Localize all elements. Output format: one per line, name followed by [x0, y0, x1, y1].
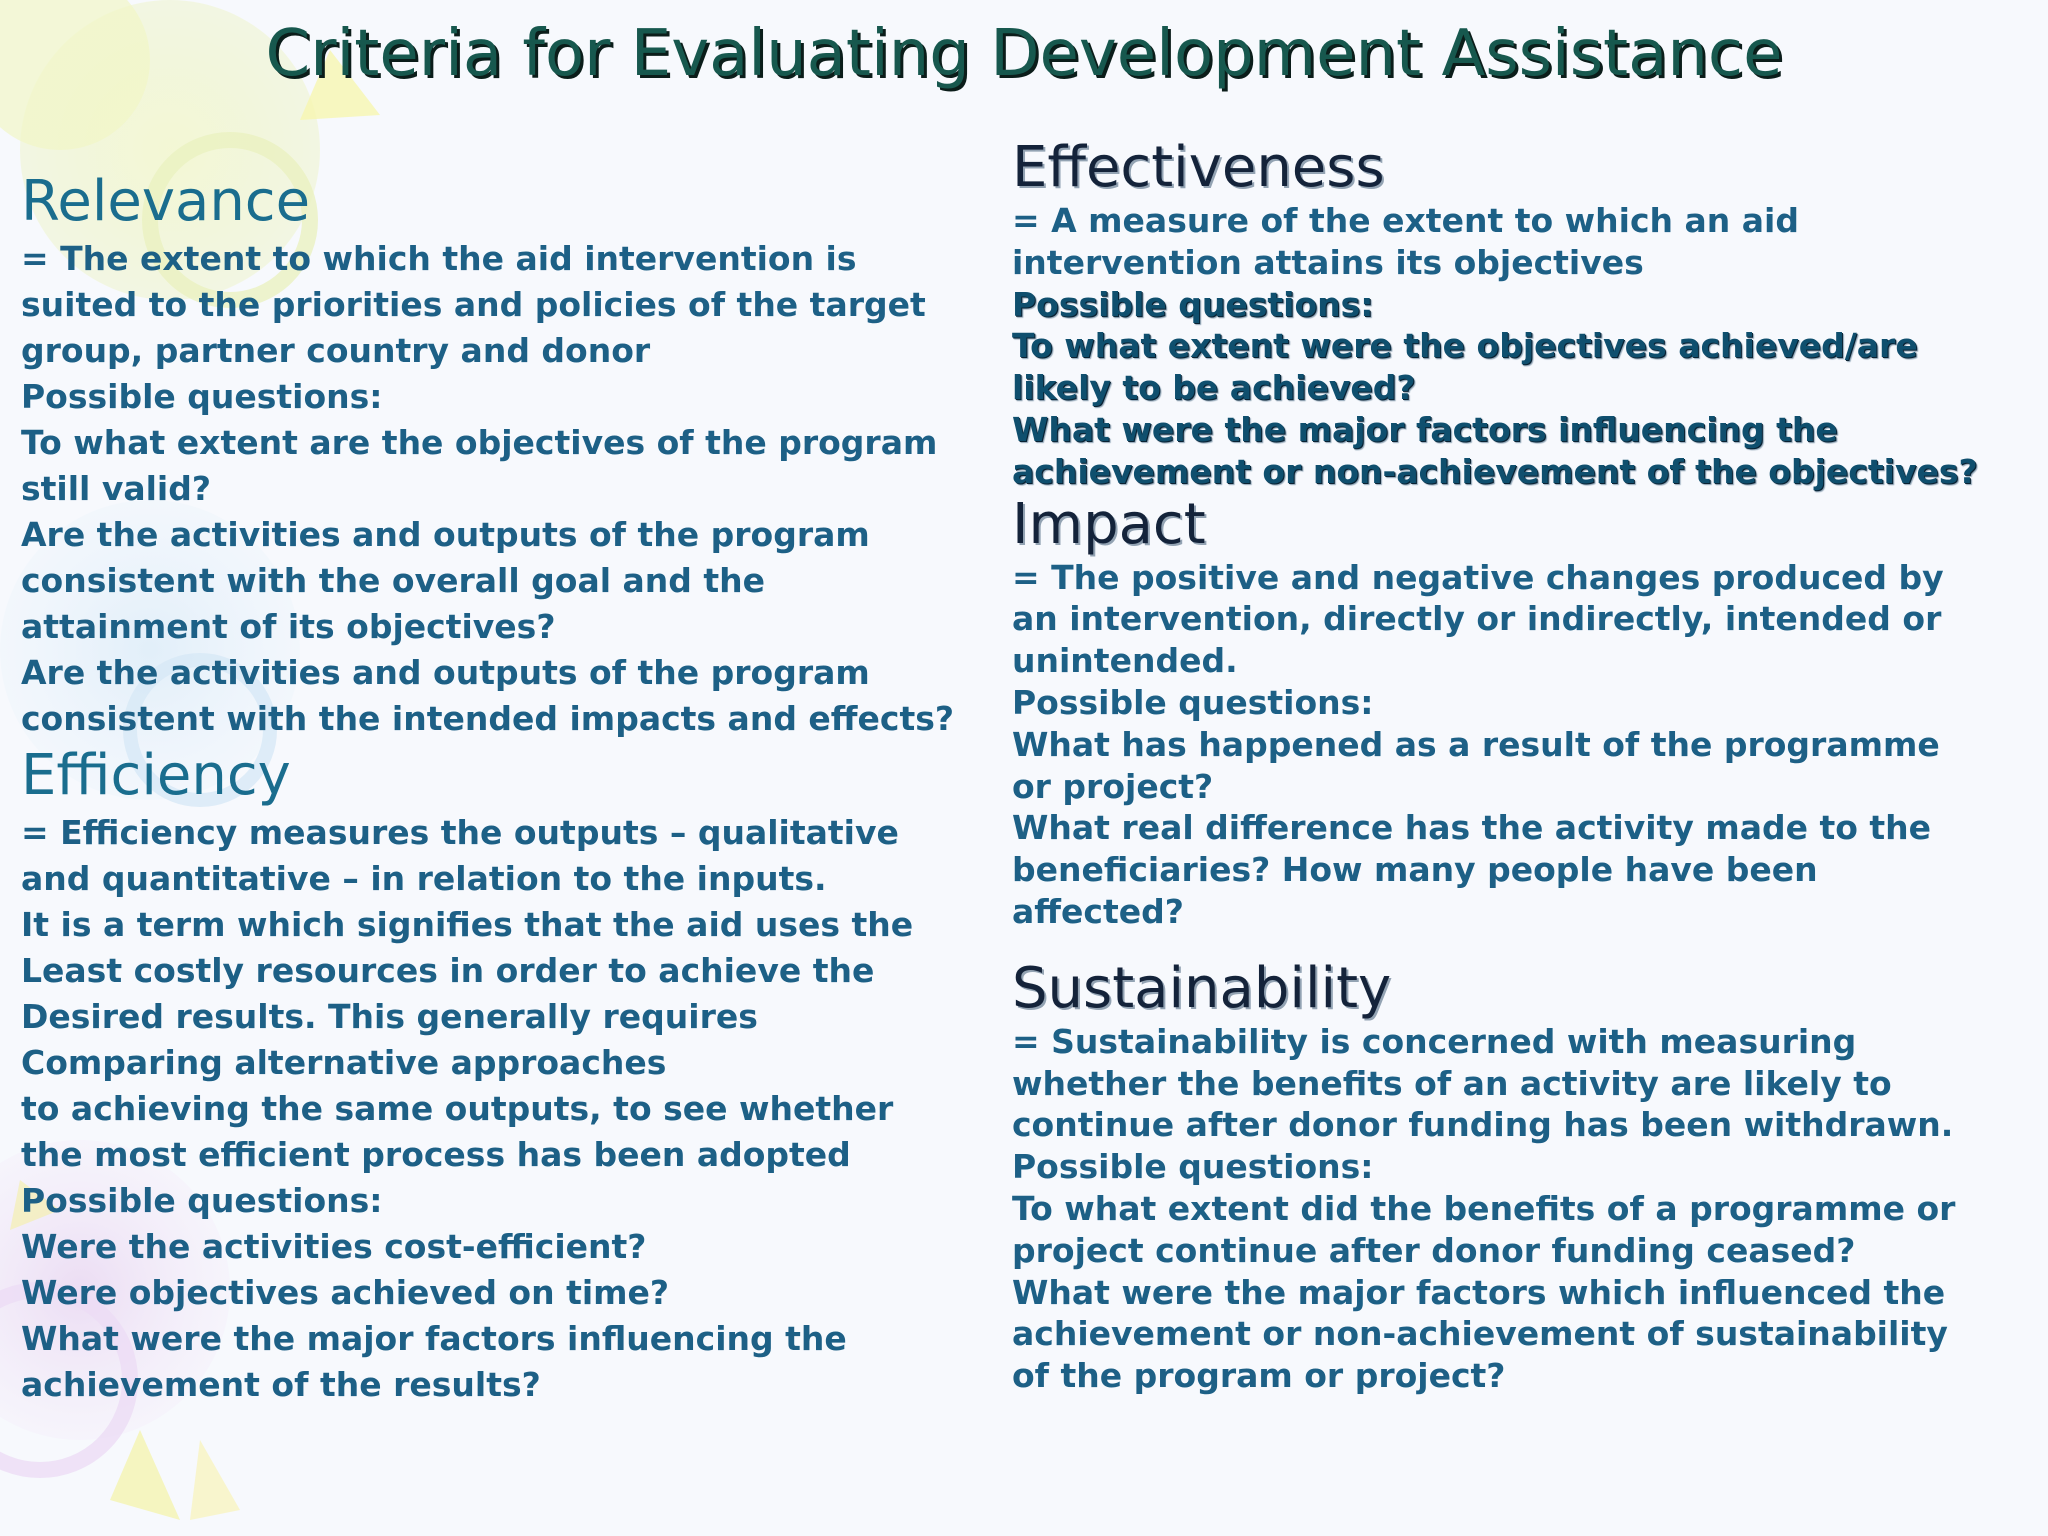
impact-line: What has happened as a result of the programme: [1012, 724, 1940, 764]
effectiveness-line: = A measure of the extent to which an aid: [1012, 201, 1799, 240]
sustainability-line: To what extent did the benefits of a programme or: [1012, 1188, 1956, 1228]
efficiency-line: Comparing alternative approaches: [21, 1043, 667, 1082]
relevance-body: [21, 236, 1011, 742]
effectiveness-line: Possible questions:: [1012, 284, 1374, 324]
effectiveness-heading: Effectiveness: [1012, 135, 1385, 200]
effectiveness-line: What were the major factors influencing the: [1012, 409, 1838, 449]
effectiveness-body: [1012, 200, 2032, 493]
relevance-line: group, partner country and donor: [21, 331, 651, 370]
impact-line: beneficiaries? How many people have been: [1012, 850, 1818, 890]
sustainability-line: achievement or non-achievement of sustainability: [1012, 1314, 1948, 1354]
efficiency-line: Possible questions:: [21, 1181, 383, 1220]
sustainability-body: [1012, 1021, 2032, 1397]
sustainability-heading: Sustainability: [1012, 955, 1392, 1021]
efficiency-line: Were the activities cost-efficient?: [21, 1227, 647, 1266]
sustainability-line: whether the benefits of an activity are likely to: [1012, 1063, 1892, 1103]
relevance-line: consistent with the overall goal and the: [21, 561, 766, 600]
impact-line: What real difference has the activity made to the: [1012, 808, 1932, 848]
relevance-line: = The extent to which the aid intervention is: [21, 239, 857, 278]
sustainability-line: project continue after donor funding ceased?: [1012, 1230, 1856, 1270]
efficiency-line: achievement of the results?: [21, 1365, 541, 1404]
sustainability-line: continue after donor funding has been withdrawn.: [1012, 1105, 1954, 1145]
impact-line: = The positive and negative changes produced by: [1012, 557, 1944, 597]
impact-body: [1012, 557, 2032, 933]
impact-line: unintended.: [1012, 641, 1238, 681]
relevance-line: consistent with the intended impacts and effects?: [21, 699, 955, 738]
relevance-line: suited to the priorities and policies of the target: [21, 285, 926, 324]
efficiency-body: [21, 810, 1011, 1408]
relevance-line: To what extent are the objectives of the program: [21, 423, 938, 462]
relevance-line: Are the activities and outputs of the program: [21, 515, 870, 554]
sustainability-line: Possible questions:: [1012, 1147, 1374, 1187]
efficiency-line: It is a term which signifies that the aid uses the: [21, 905, 914, 944]
relevance-heading: Relevance: [21, 169, 311, 234]
impact-line: an intervention, directly or indirectly, intended or: [1012, 599, 1942, 639]
impact-line: Possible questions:: [1012, 682, 1374, 722]
efficiency-line: What were the major factors influencing the: [21, 1319, 847, 1358]
relevance-line: attainment of its objectives?: [21, 607, 556, 646]
slide-title: Criteria for Evaluating Development Assistance: [265, 17, 1783, 91]
efficiency-line: and quantitative – in relation to the inputs.: [21, 859, 827, 898]
left-column: [21, 168, 1011, 1408]
efficiency-line: Were objectives achieved on time?: [21, 1273, 670, 1312]
sustainability-line: of the program or project?: [1012, 1356, 1506, 1396]
impact-line: or project?: [1012, 766, 1214, 806]
efficiency-line: Desired results. This generally requires: [21, 997, 758, 1036]
efficiency-line: the most efficient process has been adopted: [21, 1135, 851, 1174]
relevance-line: still valid?: [21, 469, 212, 508]
section-spacer: [1012, 933, 2032, 957]
impact-heading: Impact: [1012, 491, 1206, 557]
effectiveness-line: To what extent were the objectives achieved/are: [1012, 326, 1918, 366]
sustainability-line: What were the major factors which influenced the: [1012, 1272, 1946, 1312]
effectiveness-line: achievement or non-achievement of the objectives?: [1012, 451, 1978, 491]
efficiency-line: to achieving the same outputs, to see whether: [21, 1089, 894, 1128]
relevance-line: Are the activities and outputs of the program: [21, 653, 870, 692]
right-column: [1012, 136, 2032, 1397]
relevance-line: Possible questions:: [21, 377, 383, 416]
sustainability-line: = Sustainability is concerned with measuring: [1012, 1021, 1857, 1061]
effectiveness-line: likely to be achieved?: [1012, 368, 1416, 408]
effectiveness-line: intervention attains its objectives: [1012, 242, 1644, 282]
impact-line: affected?: [1012, 891, 1184, 931]
efficiency-heading: Efficiency: [21, 743, 291, 808]
efficiency-line: = Efficiency measures the outputs – qualitative: [21, 813, 899, 852]
efficiency-line: Least costly resources in order to achieve the: [21, 951, 875, 990]
